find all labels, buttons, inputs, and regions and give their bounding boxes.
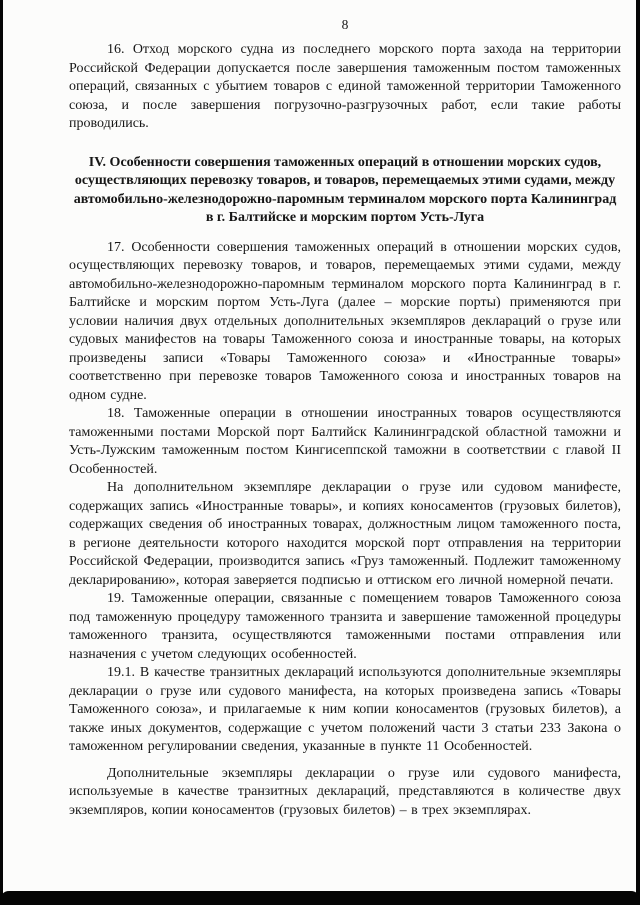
scan-edge-bottom xyxy=(0,891,640,905)
paragraph-unnumbered: На дополнительном экземпляре декларации о грузе или судовом манифесте, содержащих запись «Иностранные товары», и копиях коносаментов (грузовых билетов), содержащих сведения об иностранных товарах, должностным лицом таможенного поста, в регионе деятельности которого находится морской порт отправления на территории Российской Федерации, производится запись «Груз таможенный. Подлежит таможенному декларированию», которая заверяется подписью и оттиском его личной номерной печати. xyxy=(69,480,621,588)
scan-edge-right xyxy=(636,0,640,905)
paragraph-18: 18. Таможенные операции в отношении иностранных товаров осуществляются таможенными постами Морской порт Балтийск Калининградской областной таможни и Усть-Лужским таможенным постом Кингисеппской таможни в соответствии с главой II Особенностей. xyxy=(69,406,621,477)
paragraph-16: 16. Отход морского судна из последнего морского порта захода на территории Российской Федерации допускается после завершения таможенным постом таможенных операций, связанных с убытием товаров с единой таможенной территории Таможенного союза, и после завершения погрузочно-разгрузочных работ, если такие работы проводились. xyxy=(69,42,621,131)
section-heading-iv: IV. Особенности совершения таможенных операций в отношении морских судов, осуществляющих перевозку товаров, и товаров, перемещаемых этими судами, между автомобильно-железнодорожно-паромным терминалом морского порта Калининград в г. Балтийске и морским портом Усть-Луга xyxy=(73,154,617,225)
page-number: 8 xyxy=(341,17,349,32)
text-column xyxy=(69,16,621,820)
scan-edge-left xyxy=(0,0,3,905)
paragraph-19: 19. Таможенные операции, связанные с помещением товаров Таможенного союза под таможенную процедуру таможенного транзита и завершение таможенной процедуры таможенного транзита, осуществляются таможенными постами отправления или назначения с учетом следующих особенностей. xyxy=(69,591,621,662)
paragraph-17: 17. Особенности совершения таможенных операций в отношении морских судов, осуществляющих перевозку товаров, и товаров, перемещаемых этими судами, между автомобильно-железнодорожно-паромным терминалом морского порта Калининград в г. Балтийске и морским портом Усть-Луга (далее – морские порты) применяются при условии наличия двух отдельных дополнительных экземпляров деклараций о грузе или судовых манифестов на товары Таможенного союза и иностранные товары, на которых произведены записи «Товары Таможенного союза» и «Иностранные товары» соответственно при перевозке товаров Таможенного союза и иностранных товаров на одном судне. xyxy=(69,239,621,403)
paragraph-final: Дополнительные экземпляры декларации о грузе или судового манифеста, используемые в качестве транзитных деклараций, представляются в количестве двух экземпляров, копии коносаментов (грузовых билетов) – в трех экземплярах. xyxy=(69,765,621,818)
paragraph-19-1: 19.1. В качестве транзитных деклараций используются дополнительные экземпляры декларации о грузе или судового манифеста, на которых произведена запись «Товары Таможенного союза», и прилагаемые к ним копии коносаментов (грузовых билетов), а также иных документов, содержащие с учетом положений части 3 статьи 233 Закона о таможенном регулировании сведения, указанные в пункте 11 Особенностей. xyxy=(69,665,621,754)
